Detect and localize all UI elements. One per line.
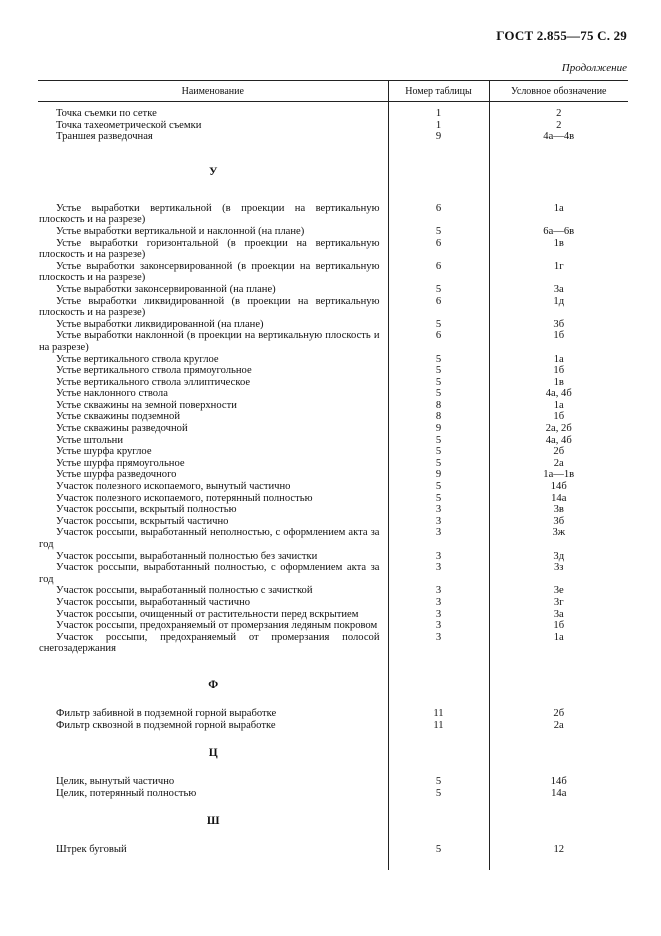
- table-row: [38, 131, 628, 143]
- entry-name: Устье скважины разведочной: [56, 423, 188, 435]
- entry-symbol: 2: [489, 108, 628, 120]
- entry-name: Штрек буговый: [56, 844, 127, 856]
- entry-name: Устье выработки законсервированной (в проекции на вертикальную плоскость и на разрезе): [39, 260, 380, 284]
- table-row: [38, 261, 628, 284]
- entry-table-number: 5: [388, 493, 489, 505]
- entry-symbol: 1г: [489, 261, 628, 284]
- entry-name: Устье выработки вертикальной и наклонной (на плане): [56, 225, 305, 237]
- entry-name: Устье скважины подземной: [56, 411, 180, 423]
- table-row: [38, 527, 628, 550]
- entry-symbol: 1а: [489, 400, 628, 412]
- entry-table-number: 3: [388, 620, 489, 632]
- section-letter-row: [38, 143, 628, 203]
- entry-symbol: 12: [489, 844, 628, 856]
- entry-name: Устье шурфа разведочного: [56, 469, 177, 481]
- table-row: [38, 120, 628, 132]
- entry-name: Фильтр забивной в подземной горной выработке: [56, 707, 277, 719]
- entry-name: Точка тахеометрической съемки: [56, 119, 202, 131]
- table-row: [38, 203, 628, 226]
- section-letter: Ш: [206, 815, 220, 828]
- entry-table-number: 5: [388, 446, 489, 458]
- entry-table-number: 3: [388, 585, 489, 597]
- entry-name: Целик, потерянный полностью: [56, 787, 197, 799]
- entry-table-number: 5: [388, 435, 489, 447]
- table-row: [38, 365, 628, 377]
- table-row: [38, 226, 628, 238]
- entry-table-number: 5: [388, 284, 489, 296]
- entry-table-number: 3: [388, 597, 489, 609]
- table-row: [38, 620, 628, 632]
- entry-symbol: 14а: [489, 493, 628, 505]
- entry-name: Участок россыпи, выработанный неполностью, с оформлением акта за год: [39, 527, 380, 550]
- entry-symbol: 14б: [489, 776, 628, 788]
- entry-name: Устье выработки вертикальной (в проекции на вертикальную плоскость и на разрезе): [39, 202, 380, 226]
- entry-table-number: 5: [388, 388, 489, 400]
- entry-symbol: 3г: [489, 597, 628, 609]
- entry-symbol: 3д: [489, 551, 628, 563]
- entry-table-number: 1: [388, 108, 489, 120]
- entry-name: Участок полезного ископаемого, потерянный полностью: [56, 492, 313, 504]
- entry-name: Устье шурфа прямоугольное: [56, 457, 185, 469]
- entry-name: Устье вертикального ствола круглое: [56, 353, 219, 365]
- continuation-label: Продолжение: [561, 62, 627, 74]
- entry-table-number: 3: [388, 632, 489, 655]
- entry-symbol: 3в: [489, 504, 628, 516]
- entry-symbol: 3ж: [489, 527, 628, 550]
- entry-table-number: 6: [388, 330, 489, 353]
- entry-symbol: 3а: [489, 609, 628, 621]
- entry-name: Целик, вынутый частично: [56, 776, 175, 788]
- entry-name: Участок россыпи, предохраняемый от промерзания ледяным покровом: [56, 620, 378, 632]
- entry-symbol: 3б: [489, 319, 628, 331]
- table-row: [38, 516, 628, 528]
- entry-symbol: 4а—4в: [489, 131, 628, 143]
- entry-table-number: 6: [388, 261, 489, 284]
- entry-name: Устье выработки наклонной (в проекции на вертикальную плоскость и на разрезе): [39, 330, 380, 353]
- table-row: [38, 551, 628, 563]
- entry-table-number: 3: [388, 527, 489, 550]
- spacer-row: [38, 655, 628, 663]
- entry-table-number: 3: [388, 516, 489, 528]
- table-row: [38, 238, 628, 261]
- entry-table-number: 8: [388, 400, 489, 412]
- table-row: [38, 108, 628, 120]
- entry-symbol: 2а: [489, 720, 628, 732]
- entry-symbol: 3е: [489, 585, 628, 597]
- entry-table-number: 5: [388, 481, 489, 493]
- table-row: [38, 330, 628, 353]
- table-row: [38, 469, 628, 481]
- entry-name: Устье выработки ликвидированной (в проекции на вертикальную плоскость и на разрезе): [39, 295, 380, 319]
- entry-table-number: 8: [388, 411, 489, 423]
- entry-name: Фильтр сквозной в подземной горной выработке: [56, 719, 276, 731]
- section-letter: Ц: [208, 746, 218, 759]
- entry-symbol: 1б: [489, 365, 628, 377]
- entry-table-number: 5: [388, 226, 489, 238]
- entry-table-number: 6: [388, 296, 489, 319]
- entry-name: Участок россыпи, вскрытый частично: [56, 515, 229, 527]
- table-row: [38, 354, 628, 366]
- table-row: [38, 844, 628, 856]
- table-row: [38, 423, 628, 435]
- table-row: [38, 481, 628, 493]
- table-row: [38, 388, 628, 400]
- table-row: [38, 284, 628, 296]
- entry-symbol: 3а: [489, 284, 628, 296]
- entry-symbol: 1б: [489, 330, 628, 353]
- table-row: [38, 720, 628, 732]
- table-row: [38, 377, 628, 389]
- entry-symbol: 1в: [489, 377, 628, 389]
- entry-table-number: 5: [388, 458, 489, 470]
- entry-name: Участок россыпи, выработанный частично: [56, 596, 251, 608]
- entry-name: Устье наклонного ствола: [56, 388, 168, 400]
- entry-name: Устье шурфа круглое: [56, 446, 152, 458]
- column-header-name: Наименование: [38, 81, 388, 102]
- entry-table-number: 5: [388, 354, 489, 366]
- entry-table-number: 3: [388, 609, 489, 621]
- page-header-title: ГОСТ 2.855—75 С. 29: [496, 28, 627, 43]
- entry-table-number: 5: [388, 365, 489, 377]
- column-header-symbol: Условное обозначение: [489, 81, 628, 102]
- table-row: [38, 435, 628, 447]
- section-letter-row: [38, 663, 628, 708]
- table-row: [38, 632, 628, 655]
- table-row: [38, 319, 628, 331]
- table-row: [38, 504, 628, 516]
- table-row: [38, 609, 628, 621]
- entry-table-number: 5: [388, 377, 489, 389]
- entry-name: Устье вертикального ствола прямоугольное: [56, 365, 252, 377]
- section-letter: У: [209, 165, 218, 178]
- table-row: [38, 776, 628, 788]
- entry-symbol: 4а, 4б: [489, 435, 628, 447]
- entry-table-number: 5: [388, 844, 489, 856]
- table-row: [38, 597, 628, 609]
- entry-table-number: 3: [388, 504, 489, 516]
- entry-name: Участок россыпи, очищенный от растительности перед вскрытием: [56, 608, 359, 620]
- entry-name: Устье вертикального ствола эллиптическое: [56, 376, 251, 388]
- entry-symbol: 1б: [489, 411, 628, 423]
- table-body: [38, 102, 628, 870]
- table-row: [38, 493, 628, 505]
- section-letter-row: [38, 731, 628, 776]
- entry-name: Устье выработки ликвидированной (на плане): [56, 318, 264, 330]
- entry-symbol: 4а, 4б: [489, 388, 628, 400]
- entry-symbol: 1а—1в: [489, 469, 628, 481]
- entry-table-number: 9: [388, 131, 489, 143]
- entry-table-number: 5: [388, 319, 489, 331]
- table-row: [38, 585, 628, 597]
- table-row: [38, 411, 628, 423]
- entry-table-number: 11: [388, 720, 489, 732]
- table-row: [38, 296, 628, 319]
- section-letter: Ф: [208, 678, 219, 691]
- entry-name: Участок россыпи, выработанный полностью с зачисткой: [56, 585, 313, 597]
- entry-table-number: 5: [388, 788, 489, 800]
- table-row: [38, 400, 628, 412]
- entry-symbol: 1б: [489, 620, 628, 632]
- entry-table-number: 5: [388, 776, 489, 788]
- entry-symbol: 6а—6в: [489, 226, 628, 238]
- entry-name: Устье скважины на земной поверхности: [56, 399, 237, 411]
- table-row: [38, 708, 628, 720]
- entry-table-number: 6: [388, 203, 489, 226]
- entry-name: Участок полезного ископаемого, вынутый частично: [56, 481, 291, 493]
- entry-table-number: 6: [388, 238, 489, 261]
- entry-symbol: 14а: [489, 788, 628, 800]
- entry-name: Устье выработки горизонтальной (в проекции на вертикальную плоскость и на разрезе): [39, 237, 380, 261]
- entry-name: Участок россыпи, выработанный полностью без зачистки: [56, 550, 318, 562]
- table-row: [38, 458, 628, 470]
- entry-table-number: 9: [388, 469, 489, 481]
- entry-symbol: 3б: [489, 516, 628, 528]
- entry-symbol: 2б: [489, 446, 628, 458]
- table-row: [38, 788, 628, 800]
- entry-symbol: 1а: [489, 632, 628, 655]
- entry-name: Устье выработки законсервированной (на плане): [56, 283, 276, 295]
- entry-name: Участок россыпи, выработанный полностью, с оформлением акта за год: [39, 562, 380, 585]
- entry-table-number: 3: [388, 551, 489, 563]
- entry-symbol: 1а: [489, 203, 628, 226]
- entry-table-number: 1: [388, 120, 489, 132]
- entry-name: Участок россыпи, предохраняемый от промерзания полосой снегозадержания: [39, 631, 380, 655]
- entry-symbol: 14б: [489, 481, 628, 493]
- entry-symbol: 1а: [489, 354, 628, 366]
- entry-symbol: 1в: [489, 238, 628, 261]
- entry-table-number: 3: [388, 562, 489, 585]
- table-row: [38, 562, 628, 585]
- entry-name: Участок россыпи, вскрытый полностью: [56, 504, 237, 516]
- entry-table-number: 11: [388, 708, 489, 720]
- spacer-row: [38, 856, 628, 870]
- entry-table-number: 9: [388, 423, 489, 435]
- entry-symbol: 3з: [489, 562, 628, 585]
- entry-symbol: 2а: [489, 458, 628, 470]
- entry-symbol: 2б: [489, 708, 628, 720]
- table-header-row: [38, 81, 628, 102]
- section-letter-row: [38, 799, 628, 844]
- entry-name: Точка съемки по сетке: [56, 108, 157, 119]
- entry-symbol: 2а, 2б: [489, 423, 628, 435]
- entry-name: Устье штольни: [56, 434, 124, 446]
- entry-symbol: 2: [489, 120, 628, 132]
- symbols-index-table: [38, 80, 628, 870]
- table-row: [38, 446, 628, 458]
- entry-name: Траншея разведочная: [56, 131, 153, 143]
- column-header-table-number: Номер таблицы: [388, 81, 489, 102]
- entry-symbol: 1д: [489, 296, 628, 319]
